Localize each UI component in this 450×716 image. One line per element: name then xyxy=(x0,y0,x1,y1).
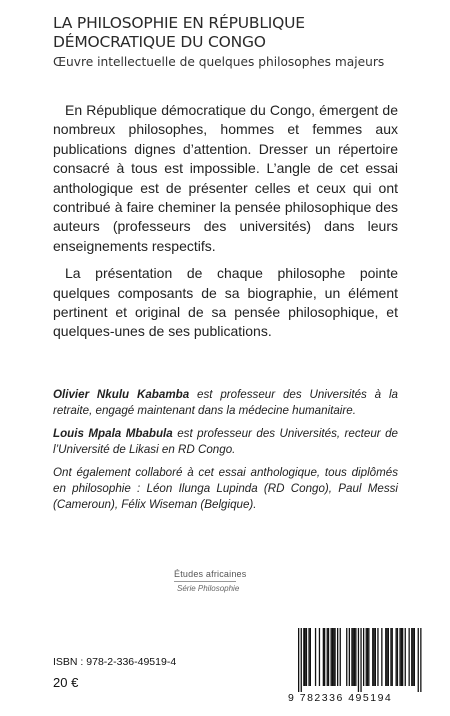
barcode-bar xyxy=(420,628,421,692)
barcode-digits: 9 782336 495194 xyxy=(288,692,393,704)
barcode-bar xyxy=(392,628,393,686)
barcode-bar xyxy=(310,628,311,686)
barcode-bar xyxy=(328,628,329,686)
blurb-paragraph-2: La présentation de chaque philosophe pointe quelques composants de sa biographie, un élément pertinent et original de sa pensée philosophique, et quelques-unes de ses publications. xyxy=(53,265,398,340)
barcode-bar xyxy=(337,628,338,686)
barcode-bar xyxy=(331,628,332,686)
barcode-bar xyxy=(306,628,307,686)
barcode-bar xyxy=(405,628,406,686)
barcode-bar xyxy=(377,628,378,686)
barcode-bar xyxy=(397,628,398,686)
barcode-bar xyxy=(334,628,335,686)
series-name: Études africaines xyxy=(174,569,247,579)
author-1-description: est professeur des Universités à la retraite, engagé maintenant dans la médecine humanitaire. xyxy=(53,388,398,417)
back-cover-blurb xyxy=(53,101,398,342)
barcode-bar xyxy=(355,628,356,686)
barcode-bar xyxy=(327,628,328,686)
barcode-bar xyxy=(418,628,419,692)
title-line-1: LA PHILOSOPHIE EN RÉPUBLIQUE xyxy=(53,14,305,32)
barcode-bar xyxy=(402,628,403,686)
barcode-bar xyxy=(319,628,320,686)
author-bio-2 xyxy=(53,426,398,457)
barcode-bar xyxy=(305,628,306,686)
barcode-bar xyxy=(390,628,391,686)
barcode-bar xyxy=(363,628,364,686)
barcode-bar xyxy=(332,628,333,686)
barcode-bar xyxy=(303,628,304,686)
author-bio-1 xyxy=(53,387,398,418)
barcode-bar xyxy=(346,628,347,686)
barcode-bar xyxy=(396,628,397,686)
barcode-bar xyxy=(353,628,354,686)
author-2-description: est professeur des Universités, recteur de l’Université de Likasi en RD Congo. xyxy=(53,427,399,456)
barcode-bar xyxy=(315,628,316,686)
contributors-note: Ont également collaboré à cet essai anthologique, tous diplômés en philosophie : Léon Ilunga Lupinda (RD Congo), Paul Messi (Cameroun), Félix Wiseman (Belgique). xyxy=(53,466,398,511)
author-bios xyxy=(53,387,398,512)
barcode-bar xyxy=(385,628,386,686)
barcode-bar xyxy=(308,628,309,686)
barcode-bar xyxy=(351,628,352,686)
barcode-bar xyxy=(373,628,374,686)
barcode-bar xyxy=(323,628,324,686)
barcode-bar xyxy=(358,628,359,692)
isbn-number: ISBN : 978-2-336-49519-4 xyxy=(53,656,177,668)
barcode-bar xyxy=(412,628,413,686)
author-2-name: Louis Mpala Mbabula xyxy=(53,427,173,441)
barcode-bar xyxy=(381,628,382,686)
book-title xyxy=(53,14,433,52)
sub-series-name: Série Philosophie xyxy=(177,584,240,593)
barcode-bar xyxy=(386,628,387,686)
barcode xyxy=(286,626,424,706)
barcode-bar xyxy=(298,628,299,692)
barcode-bar xyxy=(409,628,410,686)
barcode-bar xyxy=(372,628,373,686)
blurb-paragraph-1: En République démocratique du Congo, émergent de nombreux philosophes, hommes et femmes aux publications dignes d’attention. Dresser un répertoire consacré à tous est impossible. L’angle de cet essai anthologique est de présenter celles et ceux qui ont contribué à faire cheminer la pensée philosophique des auteurs (professeurs des universités) dans leurs enseignements respectifs. xyxy=(53,102,398,254)
barcode-bars xyxy=(286,626,424,692)
barcode-bar xyxy=(414,628,415,686)
barcode-bar xyxy=(375,628,376,686)
barcode-bar xyxy=(349,628,350,686)
price: 20 € xyxy=(53,675,79,690)
barcode-bar xyxy=(401,628,402,686)
author-1-name: Olivier Nkulu Kabamba xyxy=(53,388,190,401)
cover-header xyxy=(53,14,433,70)
barcode-bar xyxy=(388,628,389,686)
book-subtitle: Œuvre intellectuelle de quelques philosophes majeurs xyxy=(53,55,385,69)
barcode-bar xyxy=(333,628,334,686)
barcode-bar xyxy=(399,628,400,686)
barcode-bar xyxy=(366,628,367,686)
series-divider xyxy=(174,581,236,582)
barcode-bar xyxy=(354,628,355,686)
barcode-bar xyxy=(324,628,325,686)
barcode-bar xyxy=(301,628,302,692)
title-line-2: DÉMOCRATIQUE DU CONGO xyxy=(53,33,266,51)
barcode-bar xyxy=(411,628,412,686)
barcode-bar xyxy=(367,628,368,686)
barcode-bar xyxy=(368,628,369,686)
barcode-bar xyxy=(340,628,341,686)
collection-logo xyxy=(174,569,294,593)
barcode-bar xyxy=(360,628,361,692)
